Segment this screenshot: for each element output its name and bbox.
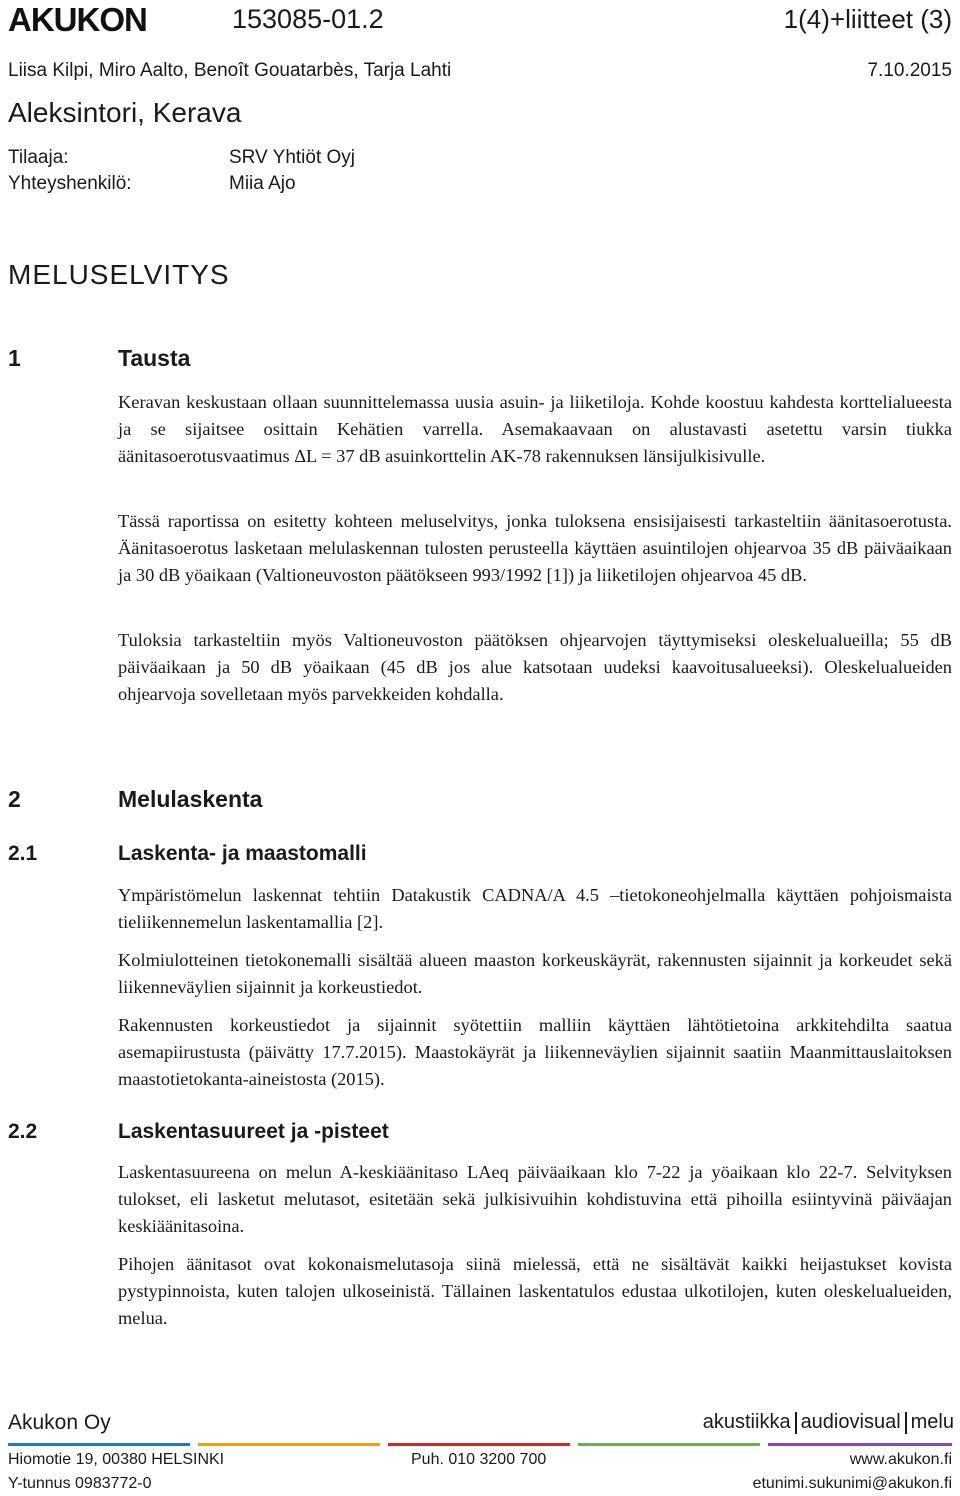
section-2-1-paragraph-1: Ympäristömelun laskennat tehtiin Datakustik CADNA/A 4.5 –tietokoneohjelmalla käyttäen pohjoismaista tieliikennemelun laskentamallia [2]. xyxy=(118,885,952,932)
section-2-1-paragraph-3: Rakennusten korkeustiedot ja sijainnit syötettiin malliin käyttäen lähtötietoina arkkitehdilta saatua asemapiirustusta (päivätty 17.7.2015). Maastokäyrät ja liikenneväylien sijainnit saatiin Maanmittauslaitoksen maastotietokanta-aineistosta (2015). xyxy=(118,1015,952,1089)
client-label: Tilaaja: xyxy=(8,147,69,168)
tagline-audiovisual: audiovisual xyxy=(800,1411,901,1433)
section-1-heading xyxy=(8,345,708,375)
logo-text: AKUKON xyxy=(8,2,147,36)
project-title: Aleksintori, Kerava xyxy=(8,97,242,128)
section-2-2-paragraph-2: Pihojen äänitasot ovat kokonaismelutasoja siinä mielessä, että ne sisältävät kaikki heijastukset kovista pystypinnoista, kuten talojen ulkoseinistä. Tällainen laskentatulos edustaa ulkotilojen, kuten oleskelualueiden, melua. xyxy=(118,1254,952,1328)
section-title: Melulaskenta xyxy=(118,786,263,812)
section-2-2-paragraph-1: Laskentasuureena on melun A-keskiäänitaso LAeq päiväaikaan klo 7-22 ja yöaikaan klo 22-7. Selvityksen tulokset, eli lasketut melutasot, esitetään sekä julkisivuihin kohdistuvina että pihoilla esiintyvinä päiväajan keskiäänitasoina. xyxy=(118,1162,952,1236)
footer-rule-segment xyxy=(198,1443,380,1446)
tagline-divider xyxy=(905,1412,907,1434)
section-title: Laskentasuureet ja -pisteet xyxy=(118,1120,389,1143)
report-date: 7.10.2015 xyxy=(867,60,952,81)
footer-business-id: Y-tunnus 0983772-0 xyxy=(8,1475,152,1492)
authors: Liisa Kilpi, Miro Aalto, Benoît Gouatarbès, Tarja Lahti xyxy=(8,60,452,81)
footer-website-link[interactable]: www.akukon.fi xyxy=(849,1451,952,1468)
footer-rule-segment xyxy=(768,1443,952,1446)
tagline-noise: melu xyxy=(910,1411,954,1433)
section-2-1-heading xyxy=(8,842,708,870)
section-1-paragraph-3: Tuloksia tarkasteltiin myös Valtioneuvoston päätöksen ohjearvojen täyttymiseksi oleskelualueilla; 55 dB päiväaikaan ja 50 dB yöaikaan (45 dB jos alue katsotaan uudeksi kaavoitusalueeksi). Oleskelualueiden ohjearvoja sovelletaan myös parvekkeiden kohdalla. xyxy=(118,630,952,704)
footer-rule-segment xyxy=(578,1443,760,1446)
page-info: 1(4)+liitteet (3) xyxy=(783,4,952,34)
section-number: 1 xyxy=(8,345,21,371)
footer-phone: Puh. 010 3200 700 xyxy=(411,1451,547,1468)
section-2-heading xyxy=(8,786,708,816)
akukon-logo xyxy=(8,2,166,36)
section-1-paragraph-2: Tässä raportissa on esitetty kohteen meluselvitys, jonka tuloksena ensisijaisesti tarkasteltiin äänitasoerotusta. Äänitasoerotus lasketaan melulaskennan tulosten perusteella käyttäen asuintilojen ohjearvoa 35 dB päiväaikaan ja 30 dB yöaikaan (Valtioneuvoston päätökseen 993/1992 [1]) ja liiketilojen ohjearvoa 45 dB. xyxy=(118,511,952,585)
footer-rule-segment xyxy=(388,1443,570,1446)
footer-address: Hiomotie 19, 00380 HELSINKI xyxy=(8,1451,225,1468)
section-number: 2.2 xyxy=(8,1120,38,1143)
footer-tagline xyxy=(703,1411,954,1434)
section-2-2-heading xyxy=(8,1120,708,1148)
document-number: 153085-01.2 xyxy=(232,4,384,34)
tagline-divider xyxy=(795,1412,797,1434)
footer-rule-segment xyxy=(8,1443,190,1446)
section-number: 2 xyxy=(8,786,21,812)
contact-value: Miia Ajo xyxy=(229,173,296,194)
contact-label: Yhteyshenkilö: xyxy=(8,173,132,194)
tagline-acoustics: akustiikka xyxy=(702,1411,791,1433)
document-title: MELUSELVITYS xyxy=(8,259,230,290)
section-1-paragraph-1: Keravan keskustaan ollaan suunnittelemassa uusia asuin- ja liiketiloja. Kohde koostuu kahdesta korttelialueesta ja se sijaitsee osittain Kehätien varrella. Asemakaavaan on alustavasti asetettu varsin tiukka äänitasoerotusvaatimus ΔL = 37 dB asuinkorttelin AK-78 rakennuksen länsijulkisivulle. xyxy=(118,392,952,466)
section-2-1-paragraph-2: Kolmiulotteinen tietokonemalli sisältää alueen maaston korkeuskäyrät, rakennusten sijainnit ja korkeudet sekä liikenneväylien sijainnit ja korkeustiedot. xyxy=(118,950,952,997)
section-title: Tausta xyxy=(118,345,191,371)
footer-company-name: Akukon Oy xyxy=(8,1411,111,1434)
client-value: SRV Yhtiöt Oyj xyxy=(229,147,356,168)
section-title: Laskenta- ja maastomalli xyxy=(118,842,367,865)
footer-email-link[interactable]: etunimi.sukunimi@akukon.fi xyxy=(752,1475,952,1492)
section-number: 2.1 xyxy=(8,842,38,865)
